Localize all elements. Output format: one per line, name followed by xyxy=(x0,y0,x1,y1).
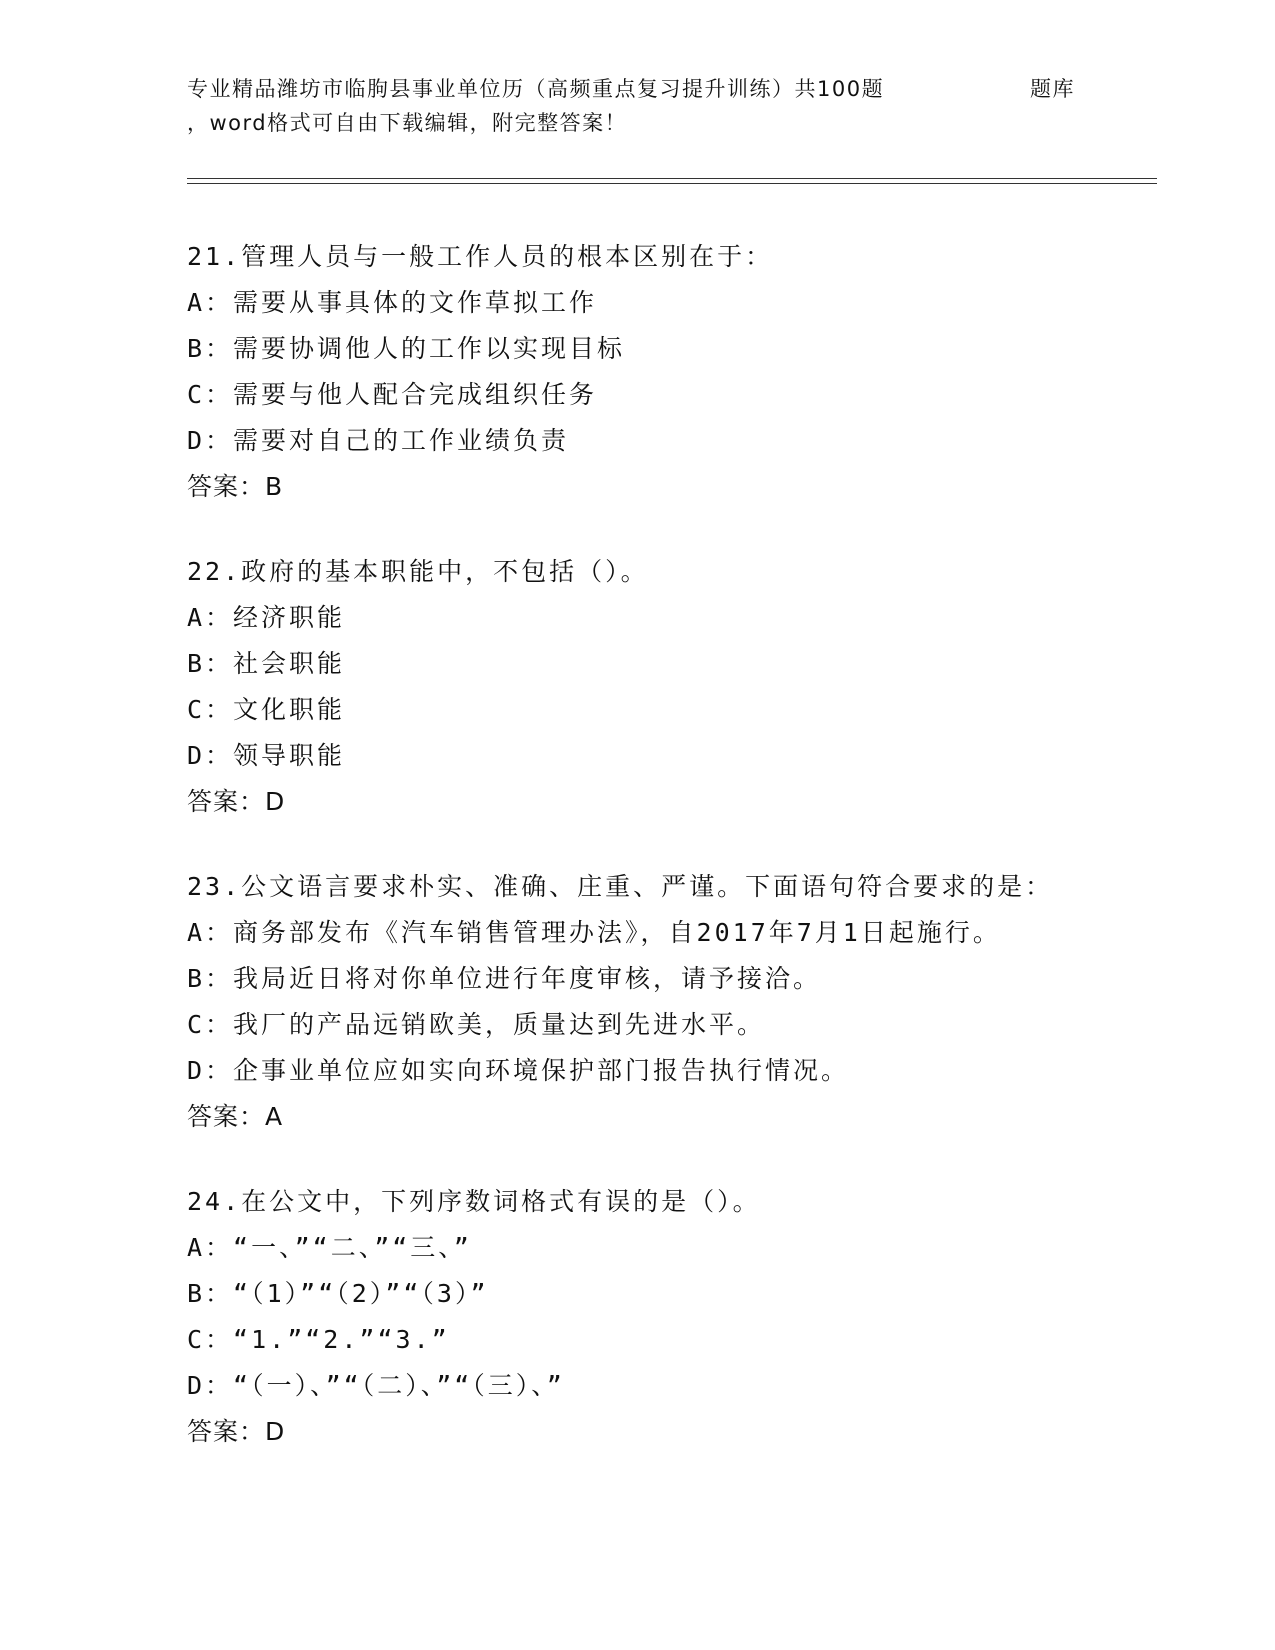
question-list xyxy=(187,234,1147,1494)
option-b: B：我局近日将对你单位进行年度审核，请予接洽。 xyxy=(187,964,822,993)
question-23 xyxy=(187,864,1147,1140)
option-a: A：商务部发布《汽车销售管理办法》，自2017年7月1日起施行。 xyxy=(187,918,1001,947)
option-b: B：社会职能 xyxy=(187,649,346,678)
question-stem: 23.公文语言要求朴实、准确、庄重、严谨。下面语句符合要求的是： xyxy=(187,872,1054,901)
option-c: C：文化职能 xyxy=(187,695,346,724)
option-d: D：企事业单位应如实向环境保护部门报告执行情况。 xyxy=(187,1056,850,1085)
option-c: C：我厂的产品远销欧美，质量达到先进水平。 xyxy=(187,1010,766,1039)
option-a: A：经济职能 xyxy=(187,603,346,632)
option-c: C：需要与他人配合完成组织任务 xyxy=(187,380,598,409)
header-rule-bottom xyxy=(187,183,1157,184)
option-d: D：“（一）、”“（二）、”“（三）、” xyxy=(187,1371,565,1400)
option-d: D：需要对自己的工作业绩负责 xyxy=(187,426,570,455)
option-a: A：“一、”“二、”“三、” xyxy=(187,1233,472,1262)
answer-line: 答案：A xyxy=(187,1102,284,1131)
question-stem: 22.政府的基本职能中，不包括（）。 xyxy=(187,557,649,586)
document-subtitle: ，word格式可自由下载编辑，附完整答案！ xyxy=(187,111,628,135)
answer-line: 答案：D xyxy=(187,1417,286,1446)
question-stem: 21.管理人员与一般工作人员的根本区别在于： xyxy=(187,242,774,271)
option-b: B：“（1）”“（2）”“（3）” xyxy=(187,1279,489,1308)
document-title: 专业精品潍坊市临朐县事业单位历（高频重点复习提升训练）共100题 xyxy=(187,77,885,101)
question-24 xyxy=(187,1179,1147,1455)
header-rule-top xyxy=(187,178,1157,179)
answer-line: 答案：B xyxy=(187,472,284,501)
header-tag: 题库 xyxy=(1030,77,1075,101)
answer-line: 答案：D xyxy=(187,787,286,816)
option-a: A：需要从事具体的文作草拟工作 xyxy=(187,288,598,317)
question-21 xyxy=(187,234,1147,510)
option-d: D：领导职能 xyxy=(187,741,346,770)
option-c: C：“1.”“2.”“3.” xyxy=(187,1325,450,1354)
question-stem: 24.在公文中，下列序数词格式有误的是（）。 xyxy=(187,1187,761,1216)
option-b: B：需要协调他人的工作以实现目标 xyxy=(187,334,626,363)
question-22 xyxy=(187,549,1147,825)
